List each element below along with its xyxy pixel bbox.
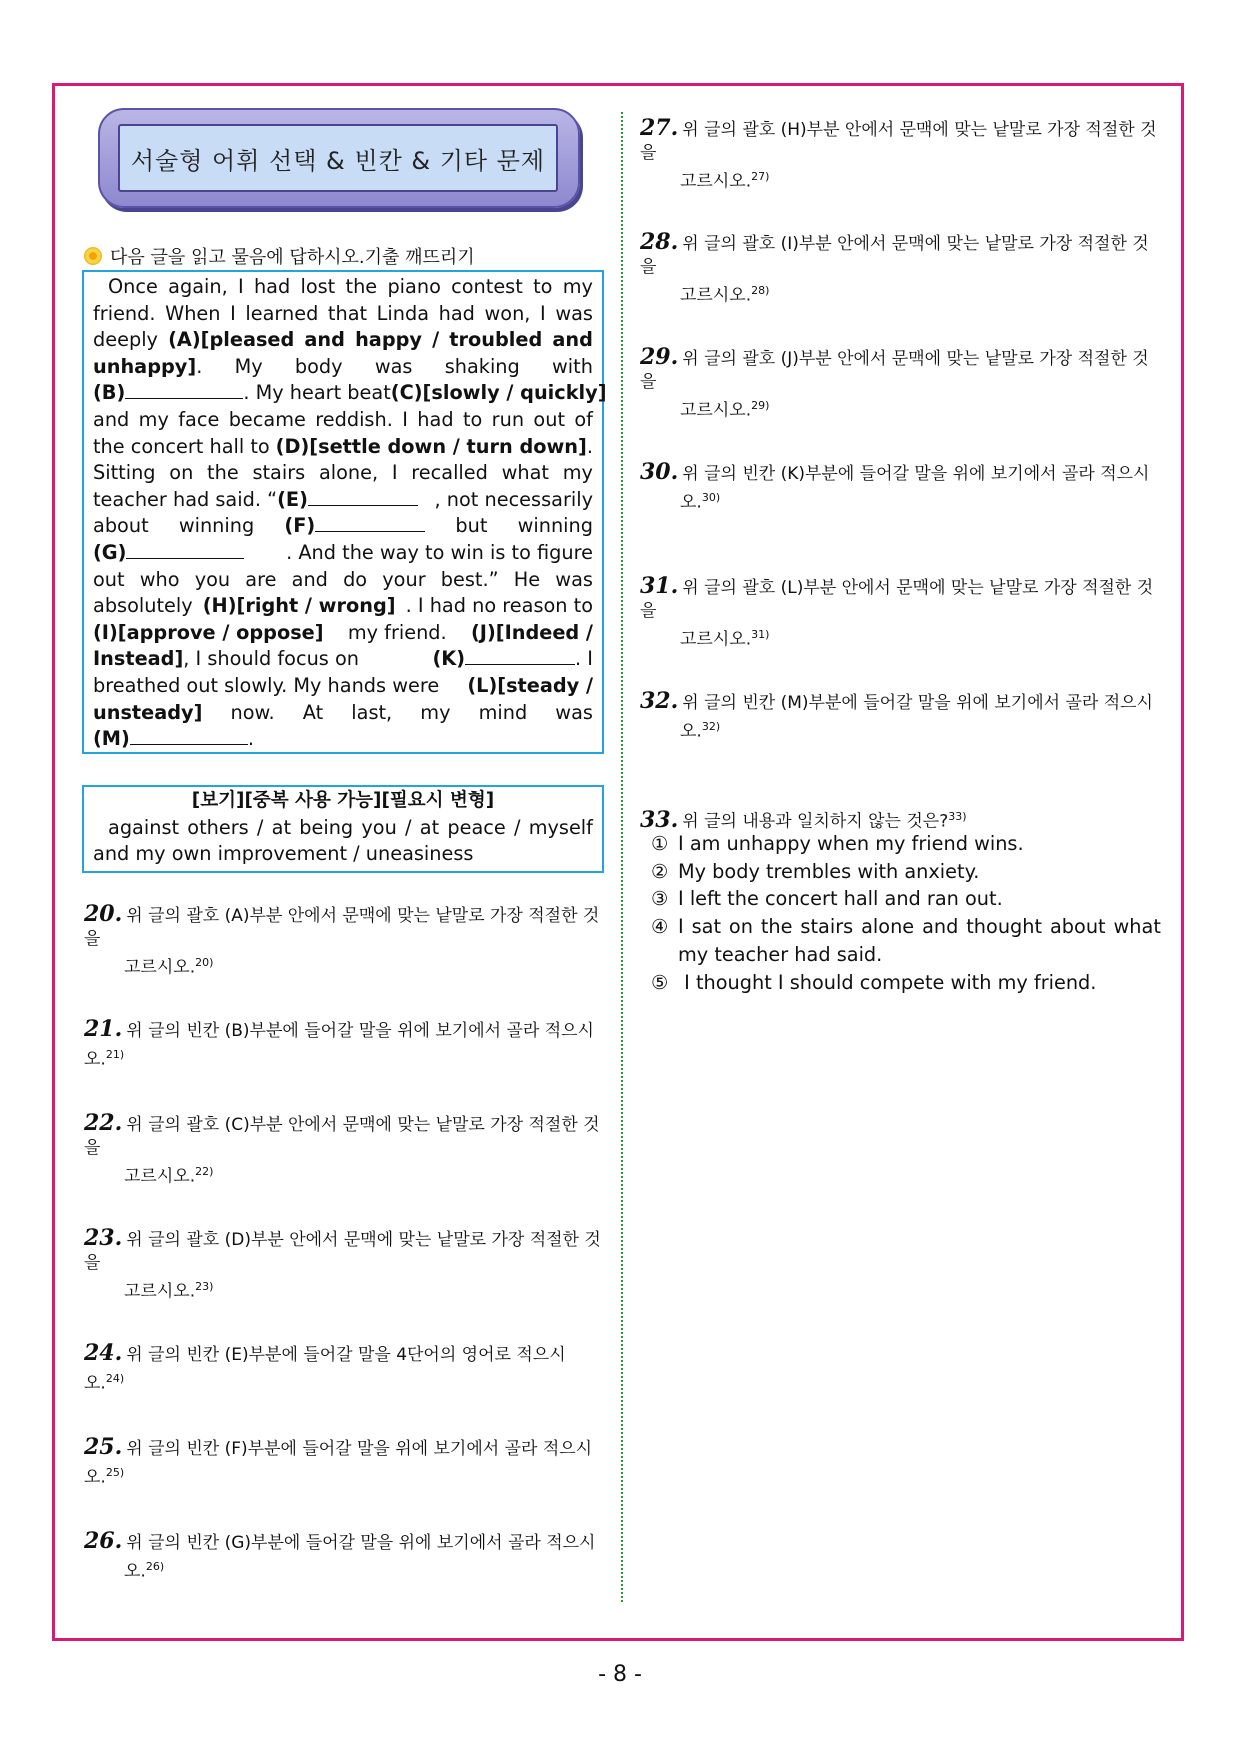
section-title: 서술형 어휘 선택 & 빈칸 & 기타 문제 [118,124,558,192]
passage-line: out who you are and do your best.” He was [93,567,593,591]
question-30: 30. 위 글의 빈칸 (K)부분에 들어갈 말을 위에 보기에서 골라 적으시 오.$^{30)}$ [640,459,1150,513]
choice-4[interactable]: ④ I sat on the stairs alone and thought about what [651,915,1161,939]
instruction [84,243,475,269]
passage-line: breathed out slowly. My hands were (L)[steady / [93,673,593,697]
passage-line: (M) . [93,727,254,751]
passage-line: absolutely (H)[right / wrong] . I had no reason to [93,594,593,618]
column-divider [621,112,623,1602]
question-22: 22. 위 글의 괄호 (C)부분 안에서 문맥에 맞는 낱말로 가장 적절한 것을 고르시오.$^{22)}$ [84,1110,600,1187]
passage-line: friend. When I learned that Linda had won, I was [93,301,593,325]
passage-line: unhappy]. My body was shaking with [93,354,593,378]
word-bank-line: against others / at being you / at peace / myself [108,815,593,839]
choice-4-continued: my teacher had said. [678,942,883,966]
passage-line: deeply (A)[pleased and happy / troubled and [93,328,593,352]
choice-3[interactable]: ③ I left the concert hall and ran out. [651,887,1003,911]
question-26: 26. 위 글의 빈칸 (G)부분에 들어갈 말을 위에 보기에서 골라 적으시 오.$^{26)}$ [84,1528,596,1582]
answer-choices [651,830,1161,996]
word-bank-line: and my own improvement / uneasiness [93,842,474,866]
question-21: 21. 위 글의 빈칸 (B)부분에 들어갈 말을 위에 보기에서 골라 적으시오.$^{21)}$ [84,1016,594,1070]
passage-line: Instead], I should focus on (K) . I [93,647,593,671]
page-number: - 8 - [598,1662,642,1687]
choice-5[interactable]: ⑤ I thought I should compete with my friend. [651,970,1097,994]
flower-icon [84,247,102,265]
title-badge [98,108,580,208]
question-29: 29. 위 글의 괄호 (J)부분 안에서 문맥에 맞는 낱말로 가장 적절한 것을 고르시오.$^{29)}$ [640,344,1149,421]
passage-line: the concert hall to (D)[settle down / turn down]. [93,434,593,458]
passage-line: about winning (F) but winning [93,514,593,538]
passage-line: (B) . My heart beat (C)[slowly / quickly] [93,381,607,405]
passage-line: Sitting on the stairs alone, I recalled what my [93,461,593,485]
choice-1[interactable]: ① I am unhappy when my friend wins. [651,832,1024,855]
passage-line: (G) . And the way to win is to figure [93,540,593,564]
question-32: 32. 위 글의 빈칸 (M)부분에 들어갈 말을 위에 보기에서 골라 적으시 오.$^{32)}$ [640,688,1153,742]
question-23: 23. 위 글의 괄호 (D)부분 안에서 문맥에 맞는 낱말로 가장 적절한 것을 고르시오.$^{23)}$ [84,1225,601,1302]
question-27: 27. 위 글의 괄호 (H)부분 안에서 문맥에 맞는 낱말로 가장 적절한 것을 고르시오.$^{27)}$ [640,115,1157,192]
question-25: 25. 위 글의 빈칸 (F)부분에 들어갈 말을 위에 보기에서 골라 적으시오.$^{25)}$ [84,1434,593,1488]
question-31: 31. 위 글의 괄호 (L)부분 안에서 문맥에 맞는 낱말로 가장 적절한 것을 고르시오.$^{31)}$ [640,573,1154,650]
passage-box [82,270,607,754]
question-33: 33. 위 글의 내용과 일치하지 않는 것은?$^{33)}$ [640,806,967,833]
passage-line: Once again, I had lost the piano contest to my [108,275,593,298]
passage-line: and my face became reddish. I had to run out of [93,407,593,431]
question-20: 20. 위 글의 괄호 (A)부분 안에서 문맥에 맞는 낱말로 가장 적절한 것을 고르시오.$^{20)}$ [84,901,600,978]
word-bank-title: [보기][중복 사용 가능][필요시 변형] [191,790,495,811]
question-28: 28. 위 글의 괄호 (I)부분 안에서 문맥에 맞는 낱말로 가장 적절한 것을 고르시오.$^{28)}$ [640,229,1149,306]
passage-line: teacher had said. “(E) , not necessarily [93,487,593,511]
choice-2[interactable]: ② My body trembles with anxiety. [651,859,980,883]
passage-line: (I)[approve / oppose] my friend. (J)[Indeed / [93,620,593,644]
word-bank-box [82,785,604,873]
question-24: 24. 위 글의 빈칸 (E)부분에 들어갈 말을 4단어의 영어로 적으시오.$^{24)}$ [84,1340,566,1394]
passage-line: unsteady] now. At last, my mind was [93,700,593,724]
instruction-text: 다음 글을 읽고 물음에 답하시오.기출 깨뜨리기 [110,247,475,268]
